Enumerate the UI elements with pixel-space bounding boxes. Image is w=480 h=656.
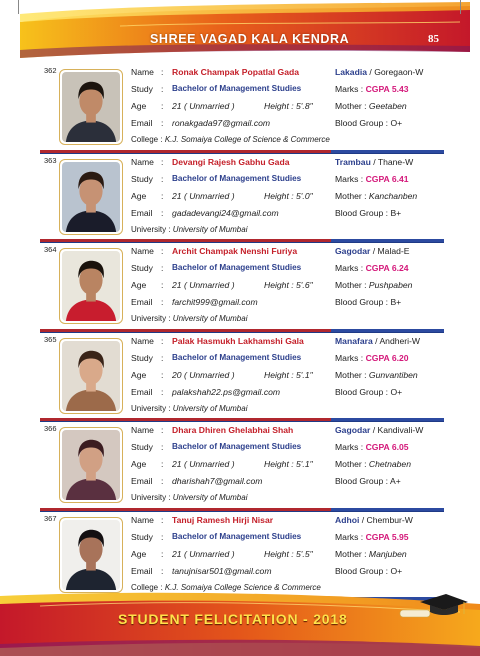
colon: : <box>161 352 164 363</box>
location-field: Trambau / Thane-W <box>335 156 414 167</box>
email-label: Email <box>131 297 153 307</box>
page-footer <box>0 588 480 656</box>
colon: : <box>161 514 164 525</box>
crop-mark <box>18 0 19 14</box>
colon: : <box>161 263 164 273</box>
study-value: Bachelor of Management Studies <box>172 263 302 272</box>
blood-group-value: B+ <box>390 297 402 307</box>
blood-group-field: Blood Group : B+ <box>335 207 402 218</box>
student-name: Devangi Rajesh Gabhu Gada <box>172 156 290 167</box>
institution-field: University : University of Mumbai <box>131 493 248 502</box>
age-value: 21 ( Unmarried ) <box>172 190 235 201</box>
student-photo <box>59 69 123 145</box>
blood-group-value: B+ <box>390 207 402 218</box>
blood-group-label: Blood Group <box>335 118 384 128</box>
name-label: Name <box>131 335 154 346</box>
colon: : <box>161 67 164 77</box>
colon: : <box>161 190 164 201</box>
student-entry <box>0 63 480 153</box>
height-label: Height <box>264 280 289 290</box>
study-label: Study <box>131 352 153 363</box>
marks-field: Marks : CGPA 6.05 <box>335 442 409 452</box>
institution-value: University of Mumbai <box>172 403 248 413</box>
institution-field: College : K.J. Somaiya College Science & Commerce <box>131 582 321 592</box>
marks-field: Marks : CGPA 6.24 <box>335 263 409 273</box>
student-name: Tanuj Ramesh Hirji Nisar <box>172 514 274 525</box>
age-value: 20 ( Unmarried ) <box>172 369 235 380</box>
height-field: Height : 5'.0" <box>264 190 313 201</box>
student-photo-avatar <box>62 430 120 500</box>
age-value: 21 ( Unmarried ) <box>172 101 235 111</box>
colon: : <box>161 459 164 469</box>
height-value: 5'.6" <box>296 280 313 290</box>
height-field: Height : 5'.8" <box>264 101 313 111</box>
cgpa-value: CGPA 6.05 <box>365 442 409 452</box>
email-label: Email <box>131 565 153 576</box>
student-photo-avatar <box>62 520 120 590</box>
student-name: Dhara Dhiren Ghelabhai Shah <box>172 425 294 435</box>
marks-field: Marks : CGPA 6.41 <box>335 173 409 184</box>
marks-label: Marks <box>335 263 359 273</box>
age-label: Age <box>131 369 147 380</box>
marks-field: Marks : CGPA 6.20 <box>335 352 409 363</box>
age-label: Age <box>131 190 147 201</box>
cgpa-value: CGPA 6.41 <box>365 173 409 184</box>
student-photo-avatar <box>62 162 120 232</box>
student-entry <box>0 242 480 332</box>
colon: : <box>161 476 164 486</box>
colon: : <box>161 297 164 307</box>
city-location: Chembur-W <box>366 514 413 525</box>
student-name: Archit Champak Nenshi Furiya <box>172 246 298 256</box>
mother-name: Chetnaben <box>368 459 411 469</box>
study-label: Study <box>131 84 153 94</box>
email-value: palakshah22.ps@gmail.com <box>172 386 281 397</box>
village-name: Adhoi <box>335 514 360 525</box>
student-name: Ronak Champak Popatlal Gada <box>172 67 300 77</box>
height-field: Height : 5'.6" <box>264 280 313 290</box>
email-label: Email <box>131 386 153 397</box>
study-label: Study <box>131 531 153 542</box>
institution-label: University <box>131 403 167 413</box>
blood-group-field: Blood Group : A+ <box>335 476 401 486</box>
blood-group-value: O+ <box>390 118 403 128</box>
name-label: Name <box>131 67 154 77</box>
cgpa-value: CGPA 6.24 <box>365 263 409 273</box>
blood-group-label: Blood Group <box>335 297 384 307</box>
mother-field: Mother : Manjuben <box>335 548 407 559</box>
mother-field: Mother : Gunvantiben <box>335 369 418 380</box>
height-field: Height : 5'.5" <box>264 548 313 559</box>
cgpa-value: CGPA 6.20 <box>365 352 409 363</box>
mother-name: Kanchanben <box>368 190 418 201</box>
marks-label: Marks <box>335 173 359 184</box>
entry-number: 364 <box>44 245 57 254</box>
study-label: Study <box>131 442 153 452</box>
student-photo-avatar <box>62 72 120 142</box>
blood-group-field: Blood Group : O+ <box>335 386 403 397</box>
mother-field: Mother : Pushpaben <box>335 280 413 290</box>
name-label: Name <box>131 246 154 256</box>
height-label: Height <box>264 101 289 111</box>
name-label: Name <box>131 156 154 167</box>
mother-name: Geetaben <box>368 101 407 111</box>
colon: : <box>161 101 164 111</box>
institution-label: University <box>131 224 167 234</box>
blood-group-value: O+ <box>390 565 403 576</box>
marks-label: Marks <box>335 352 359 363</box>
blood-group-field: Blood Group : O+ <box>335 565 403 576</box>
height-value: 5'.5" <box>296 548 313 559</box>
email-label: Email <box>131 207 153 218</box>
email-label: Email <box>131 118 153 128</box>
colon: : <box>161 280 164 290</box>
height-field: Height : 5'.1" <box>264 369 313 380</box>
entry-number: 366 <box>44 424 57 433</box>
page-number: 85 <box>428 33 439 45</box>
age-label: Age <box>131 548 147 559</box>
height-label: Height <box>264 459 289 469</box>
mother-label: Mother <box>335 190 362 201</box>
mother-label: Mother <box>335 280 362 290</box>
colon: : <box>161 173 164 184</box>
colon: : <box>161 548 164 559</box>
study-value: Bachelor of Management Studies <box>172 84 302 93</box>
mother-name: Manjuben <box>368 548 407 559</box>
height-value: 5'.1" <box>296 369 313 380</box>
height-label: Height <box>264 369 289 380</box>
blood-group-label: Blood Group <box>335 386 384 397</box>
colon: : <box>161 335 164 346</box>
location-field: Adhoi / Chembur-W <box>335 514 413 525</box>
village-name: Gagodar <box>335 425 371 435</box>
mother-field: Mother : Chetnaben <box>335 459 411 469</box>
name-label: Name <box>131 425 154 435</box>
colon: : <box>161 531 164 542</box>
blood-group-value: A+ <box>389 476 401 486</box>
crop-mark <box>460 0 461 14</box>
marks-label: Marks <box>335 442 359 452</box>
location-field: Gagodar / Kandivali-W <box>335 425 424 435</box>
age-label: Age <box>131 459 147 469</box>
institution-field: University : University of Mumbai <box>131 403 248 413</box>
study-label: Study <box>131 173 153 184</box>
entry-number: 362 <box>44 66 57 75</box>
institution-value: University of Mumbai <box>172 314 248 323</box>
age-value: 21 ( Unmarried ) <box>172 280 235 290</box>
email-value: ronakgada97@gmail.com <box>172 118 271 128</box>
blood-group-label: Blood Group <box>335 476 384 486</box>
student-entry <box>0 153 480 243</box>
student-list <box>0 63 480 600</box>
colon: : <box>161 386 164 397</box>
institution-label: College <box>131 582 159 592</box>
village-name: Gagodar <box>335 246 371 256</box>
student-photo <box>59 159 123 235</box>
institution-value: University of Mumbai <box>172 224 248 234</box>
colon: : <box>161 565 164 576</box>
header-title: SHREE VAGAD KALA KENDRA <box>150 32 350 46</box>
institution-field: College : K.J. Somaiya College of Science & Commerce <box>131 135 330 144</box>
height-field: Height : 5'.1" <box>264 459 313 469</box>
study-label: Study <box>131 263 153 273</box>
study-value: Bachelor of Management Studies <box>172 352 302 362</box>
height-label: Height <box>264 190 289 201</box>
institution-label: College <box>131 135 159 144</box>
email-value: gadadevangi24@gmail.com <box>172 207 279 218</box>
entry-number: 365 <box>44 334 57 344</box>
study-value: Bachelor of Management Studies <box>172 173 302 183</box>
city-location: Goregaon-W <box>374 67 424 77</box>
mother-label: Mother <box>335 101 362 111</box>
city-location: Malad-E <box>377 246 410 256</box>
colon: : <box>161 118 164 128</box>
age-label: Age <box>131 101 147 111</box>
age-value: 21 ( Unmarried ) <box>172 459 235 469</box>
institution-field: University : University of Mumbai <box>131 224 248 234</box>
blood-group-label: Blood Group <box>335 565 384 576</box>
cgpa-value: CGPA 5.95 <box>365 531 409 542</box>
mother-field: Mother : Kanchanben <box>335 190 418 201</box>
village-name: Lakadia <box>335 67 368 77</box>
colon: : <box>161 369 164 380</box>
village-name: Manafara <box>335 335 373 346</box>
study-value: Bachelor of Management Studies <box>172 531 302 541</box>
student-photo <box>59 248 123 324</box>
footer-title: STUDENT FELICITATION - 2018 <box>118 611 348 627</box>
institution-value: K.J. Somaiya College Science & Commerce <box>164 582 321 592</box>
colon: : <box>161 425 164 435</box>
colon: : <box>161 207 164 218</box>
mother-label: Mother <box>335 459 362 469</box>
student-entry <box>0 421 480 511</box>
student-photo <box>59 338 123 414</box>
email-value: tanujnisar501@gmail.com <box>172 565 272 576</box>
email-value: dharishah7@gmail.com <box>172 476 263 486</box>
marks-field: Marks : CGPA 5.95 <box>335 531 409 542</box>
marks-label: Marks <box>335 531 359 542</box>
city-location: Thane-W <box>377 156 414 167</box>
entry-number: 367 <box>44 513 57 523</box>
marks-label: Marks <box>335 84 359 94</box>
institution-value: K.J. Somaiya College of Science & Commerce <box>164 135 330 144</box>
institution-value: University of Mumbai <box>172 493 248 502</box>
height-value: 5'.1" <box>296 459 313 469</box>
email-value: farchit999@gmail.com <box>172 297 258 307</box>
cgpa-value: CGPA 5.43 <box>365 84 409 94</box>
mother-label: Mother <box>335 369 362 380</box>
colon: : <box>161 246 164 256</box>
blood-group-label: Blood Group <box>335 207 384 218</box>
height-label: Height <box>264 548 289 559</box>
student-photo-avatar <box>62 251 120 321</box>
mother-field: Mother : Geetaben <box>335 101 407 111</box>
mother-name: Pushpaben <box>368 280 413 290</box>
city-location: Kandivali-W <box>377 425 424 435</box>
blood-group-field: Blood Group : B+ <box>335 297 402 307</box>
name-label: Name <box>131 514 154 525</box>
email-label: Email <box>131 476 153 486</box>
age-value: 21 ( Unmarried ) <box>172 548 235 559</box>
institution-label: University <box>131 314 167 323</box>
institution-label: University <box>131 493 167 502</box>
blood-group-value: O+ <box>390 386 403 397</box>
height-value: 5'.8" <box>296 101 313 111</box>
height-value: 5'.0" <box>296 190 313 201</box>
entry-number: 363 <box>44 155 57 165</box>
marks-field: Marks : CGPA 5.43 <box>335 84 409 94</box>
student-entry <box>0 332 480 422</box>
colon: : <box>161 156 164 167</box>
mother-name: Gunvantiben <box>368 369 418 380</box>
colon: : <box>161 442 164 452</box>
student-photo-avatar <box>62 341 120 411</box>
village-name: Trambau <box>335 156 371 167</box>
header-banner <box>0 0 480 62</box>
location-field: Lakadia / Goregaon-W <box>335 67 424 77</box>
student-photo <box>59 427 123 503</box>
student-entry <box>0 511 480 601</box>
mother-label: Mother <box>335 548 362 559</box>
blood-group-field: Blood Group : O+ <box>335 118 403 128</box>
page-header <box>0 0 480 62</box>
location-field: Manafara / Andheri-W <box>335 335 421 346</box>
institution-field: University : University of Mumbai <box>131 314 248 323</box>
study-value: Bachelor of Management Studies <box>172 442 302 451</box>
age-label: Age <box>131 280 147 290</box>
student-name: Palak Hasmukh Lakhamshi Gala <box>172 335 304 346</box>
city-location: Andheri-W <box>379 335 421 346</box>
colon: : <box>161 84 164 94</box>
location-field: Gagodar / Malad-E <box>335 246 410 256</box>
student-photo <box>59 517 123 593</box>
